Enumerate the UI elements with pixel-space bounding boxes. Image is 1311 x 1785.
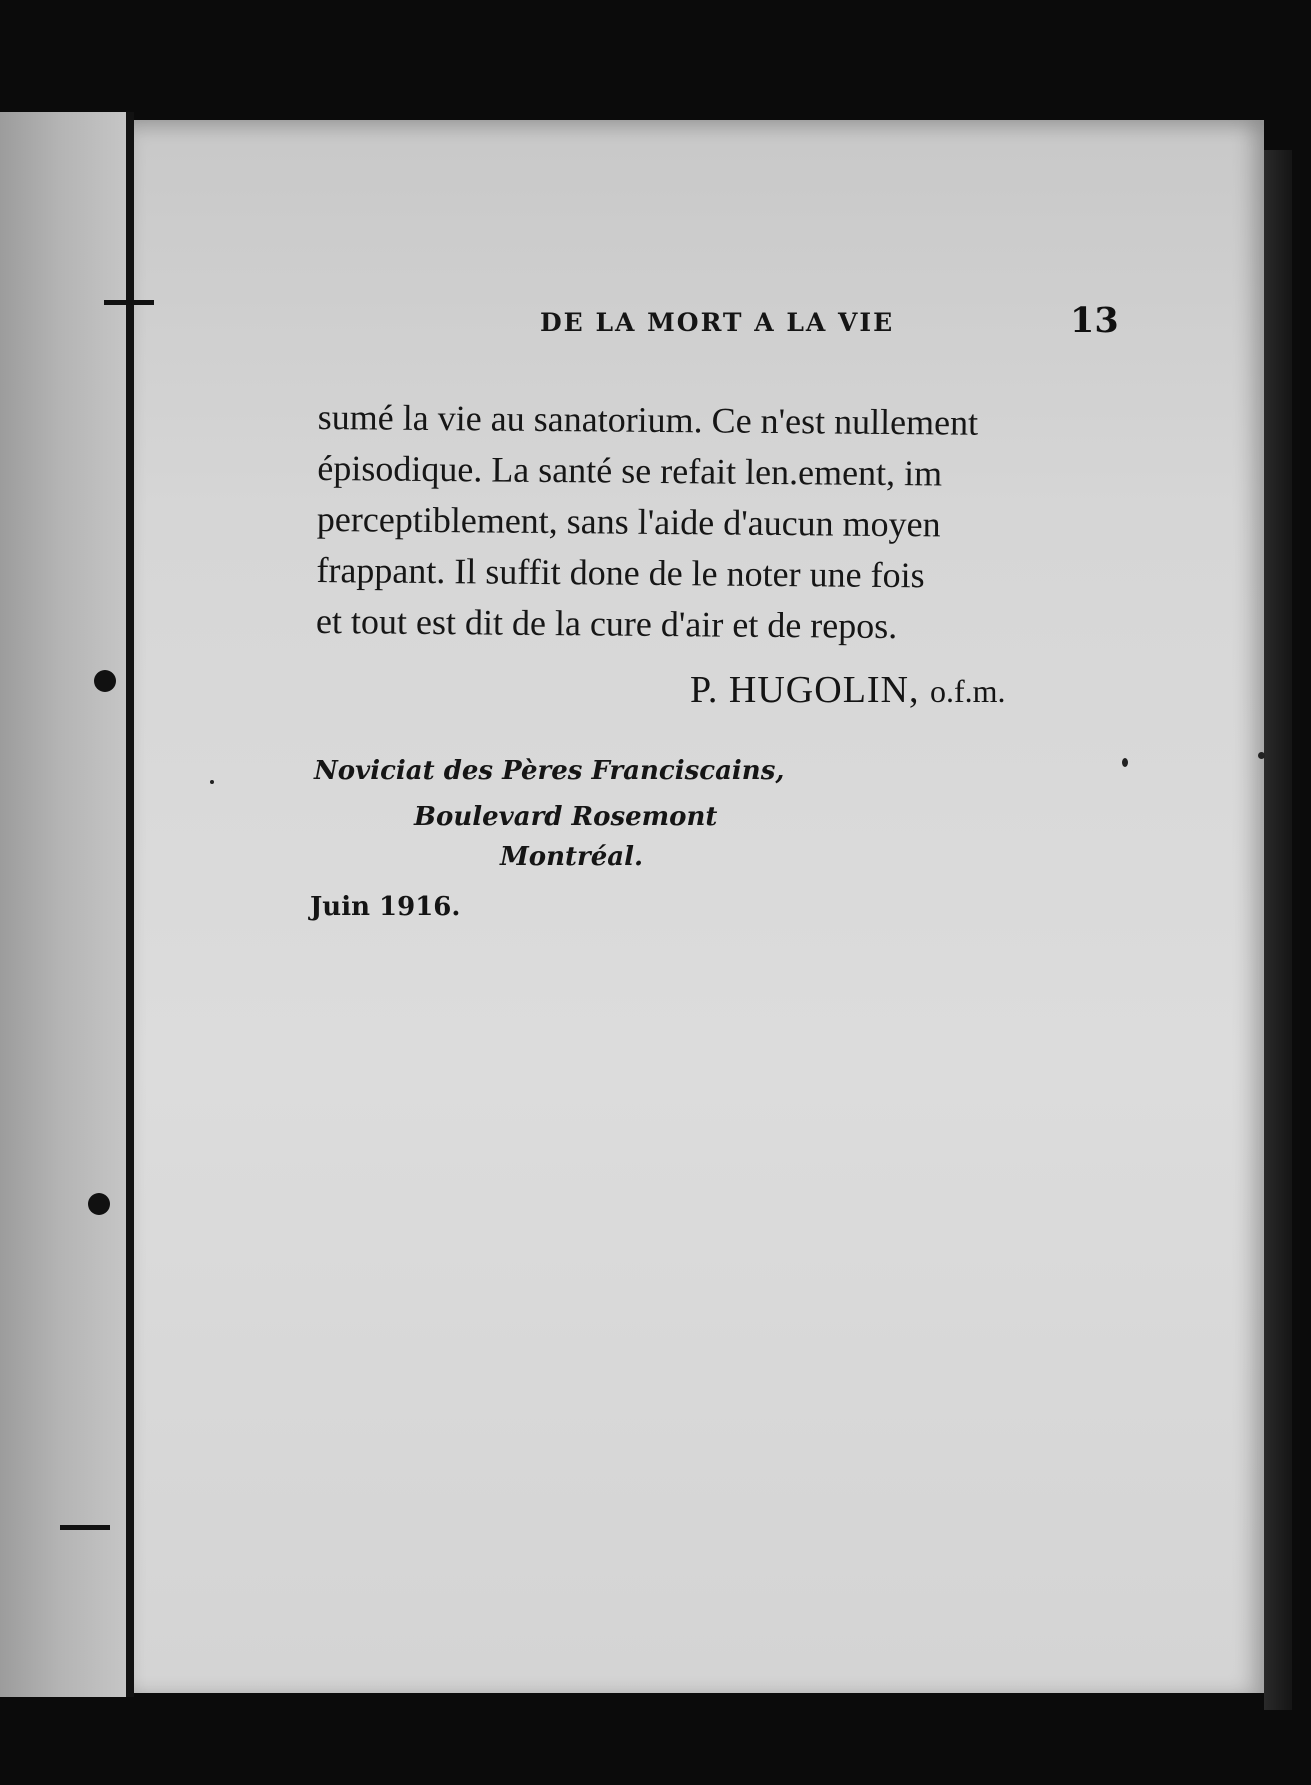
- body-line: sumé la vie au sanatorium. Ce n'est nullement: [317, 396, 979, 443]
- date-line: Juin 1916.: [310, 892, 461, 922]
- dust-speck: [210, 780, 214, 784]
- binding-knot: [94, 670, 116, 692]
- address-line: Noviciat des Pères Franciscains,: [314, 756, 785, 786]
- dust-speck: [1258, 752, 1265, 759]
- book-page: [132, 120, 1264, 1693]
- binding-spine: [126, 112, 134, 1697]
- address-line: Montréal.: [500, 842, 644, 872]
- signature-suffix: o.f.m.: [930, 673, 1006, 709]
- binding-stitch: [60, 1525, 110, 1530]
- address-line: Boulevard Rosemont: [414, 802, 718, 832]
- page-number: 13: [1070, 300, 1119, 341]
- book-cover-edge: [1264, 150, 1292, 1710]
- body-paragraph: [316, 392, 1108, 654]
- running-head: DE LA MORT A LA VIE: [540, 308, 895, 337]
- binding-knot: [88, 1193, 110, 1215]
- signature: [690, 668, 1006, 712]
- body-line: épisodique. La santé se refait len.ement, im: [317, 447, 943, 494]
- body-line: frappant. Il suffit done de le noter une fois: [316, 549, 925, 596]
- binding-stitch: [104, 300, 154, 305]
- body-line: et tout est dit de la cure d'air et de repos.: [315, 600, 898, 647]
- facing-page-edge: [0, 112, 132, 1697]
- dust-speck: [1122, 758, 1128, 767]
- signature-name: P. HUGOLIN,: [690, 669, 920, 711]
- body-line: perceptiblement, sans l'aide d'aucun moyen: [316, 498, 941, 545]
